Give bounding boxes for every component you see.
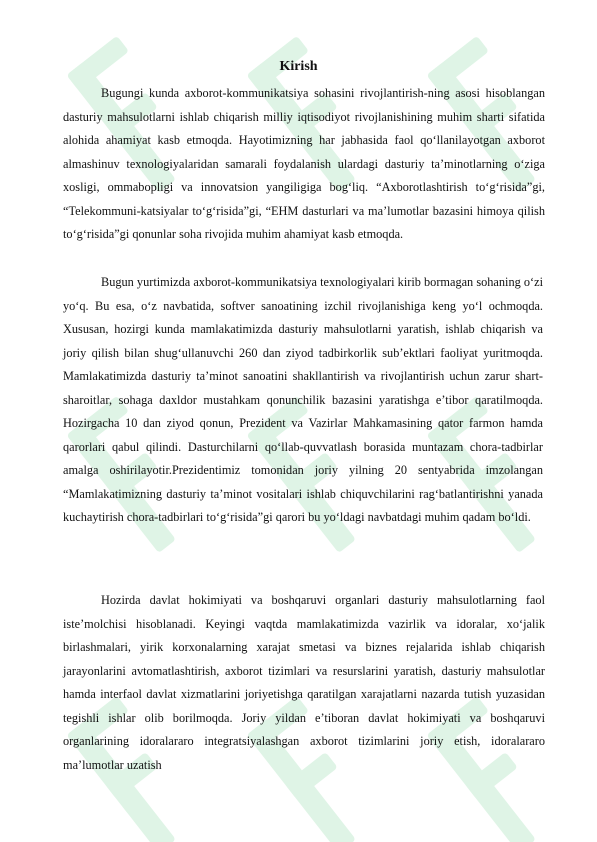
- paragraph-intro: Bugungi kunda axborot-kommunikatsiya sohasini rivojlantirish-ning asosi hisoblangan dasturiy mahsulotlarni ishlab chiqarish milliy iqtisodiyot rivojlanishining muhim sharti sifatida alohida ahamiyat kasb etmoqda. Hayotimizning har jabhasida faol qo‘llanilayotgan axborot almashinuv texnologiyalaridan samarali foydalanish ulardagi dasturiy ta’minotlarning o‘ziga xosligi, ommabopligi va innovatsion yangiligiga bog‘liq. “Axborotlashtirish to‘g‘risida”gi, “Telekommuni-katsiyalar to‘g‘risida”gi, “EHM dasturlari va ma’lumotlar bazasini himoya qilish to‘g‘risida”gi qonunlar soha rivojida muhim ahamiyat kasb etmoqda.: [63, 86, 545, 242]
- paragraph-software-industry: Bugun yurtimizda axborot-kommunikatsiya texnologiyalari kirib bormagan sohaning o‘zi yo‘q. Bu esa, o‘z navbatida, softver sanoatining izchil rivojlanishiga keng yo‘l ochmoqda. Xususan, hozirgi kunda mamlakatimizda dasturiy mahsulotlarni yaratish, ishlab chiqarish va joriy qilish bilan shug‘ullanuvchi 260 dan ziyod tadbirkorlik sub’ektlari faoliyat yuritmoqda. Mamlakatimizda dasturiy ta’minot sanoatini shakllantirish va rivojlantirish uchun zarur shart-sharoitlar, sohaga daxldor mustahkam qonunchilik bazasini yaratishga e’tibor qaratilmoqda. Hozirgacha 10 dan ziyod qonun, Prezident va Vazirlar Mahkamasining qator farmon hamda qarorlari qabul qilindi. Dasturchilarni qo‘llab-quvvatlash borasida muntazam chora-tadbirlar amalga oshirilayotir.Prezidentimiz tomonidan joriy yilning 20 sentyabrida imzolangan “Mamlakatimizning dasturiy ta’minot vositalari ishlab chiquvchilarini rag‘batlantirishni yanada kuchaytirish chora-tadbirlari to‘g‘risida”gi qarori bu yo‘ldagi navbatdagi muhim qadam bo‘ldi.: [63, 275, 543, 525]
- paragraph-government: Hozirda davlat hokimiyati va boshqaruvi organlari dasturiy mahsulotlarning faol iste’molchisi hisoblanadi. Keyingi vaqtda mamlakatimizda vazirlik va idoralar, xo‘jalik birlashmalari, yirik korxonalarning xarajat smetasi va biznes rejalarida ishlab chiqarish jarayonlarini avtomatlashtirish, axborot tizimlari va resurslarini yaratish, dasturiy mahsulotlar hamda interfaol davlat xizmatlarini joriyetishga qaratilgan xarajatlarni nazarda tutish yuzasidan tegishli ishlar olib borilmoqda. Joriy yildan e’tiboran davlat hokimiyati va boshqaruvi organlarining idoralararo integratsiyalashgan axborot tizimlarini joriy etish, idoralararo ma’lumotlar uzatish: [63, 593, 545, 772]
- page-title: Kirish: [279, 59, 318, 74]
